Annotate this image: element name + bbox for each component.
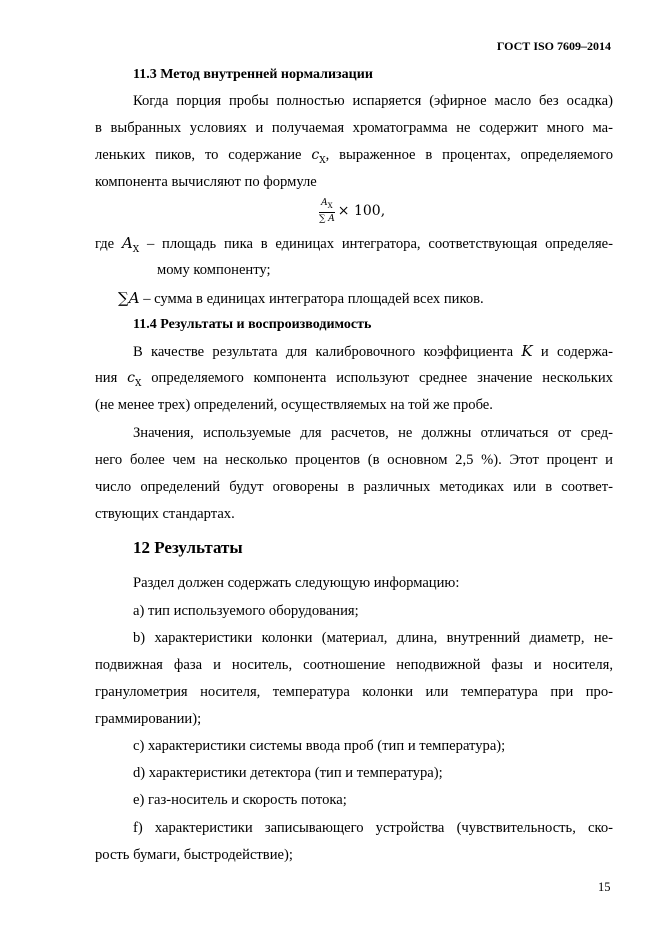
text-fragment: где	[95, 236, 115, 252]
paragraph-line: Раздел должен содержать следующую информацию:	[133, 575, 460, 591]
math-ax: $A_X$	[121, 234, 140, 255]
list-item-continuation: рость бумаги, быстродействие);	[95, 847, 293, 863]
text-fragment: ния	[95, 370, 118, 386]
math-cx	[311, 147, 326, 166]
list-item: b) характеристики колонки (материал, длина, внутренний диаметр, не-	[133, 630, 613, 646]
math-symbol: c	[311, 147, 320, 163]
paragraph-line: число определений будут оговорены в различных методиках или в соответ-	[95, 479, 613, 495]
definition-line: мому компоненту;	[157, 262, 271, 278]
list-item: c) характеристики системы ввода проб (тип и температура);	[133, 738, 506, 754]
paragraph-line: ствующих стандартах.	[95, 506, 235, 522]
definition-line	[118, 285, 484, 313]
text-fragment: – площадь пика в единицах интегратора, соответствующая определяе-	[139, 236, 613, 252]
formula	[319, 198, 385, 225]
formula-denominator: ∑ A	[319, 213, 335, 224]
formula-fraction	[319, 198, 335, 225]
text-fragment: и содержа-	[540, 344, 613, 360]
text-fragment: леньких пиков, то содержание	[95, 147, 302, 163]
page-number: 15	[598, 880, 611, 894]
paragraph-line: в выбранных условиях и получаемая хроматограмма не содержит много ма-	[95, 120, 613, 136]
section-12-title: 12 Результаты	[133, 538, 243, 557]
paragraph-line: (не менее трех) определений, осуществляемых на той же пробе.	[95, 397, 493, 413]
text-fragment: В качестве результата для калибровочного коэффициента	[133, 344, 514, 360]
paragraph-line: компонента вычисляют по формуле	[95, 174, 317, 190]
formula-numerator: $A_X$	[319, 198, 334, 213]
text-fragment: – сумма в единицах интегратора площадей всех пиков.	[139, 291, 484, 307]
list-item-continuation: гранулометрия носителя, температура колонки или температура при про-	[95, 684, 613, 700]
paragraph-line: Когда порция пробы полностью испаряется (эфирное масло без осадка)	[133, 93, 613, 109]
math-subscript: X	[319, 155, 326, 166]
list-item-continuation: граммировании);	[95, 711, 202, 727]
section-11-4-title: 11.4 Результаты и воспроизводимость	[133, 317, 372, 332]
list-item: e) газ-носитель и скорость потока;	[133, 792, 347, 808]
list-item: a) тип используемого оборудования;	[133, 603, 359, 619]
paragraph-line: него более чем на несколько процентов (в основном 2,5 %). Этот процент и	[95, 452, 613, 468]
text-fragment: определяемого компонента используют среднее значение нескольких	[151, 370, 613, 386]
math-sum-a: ∑A	[118, 289, 140, 307]
list-item: d) характеристики детектора (тип и температура);	[133, 765, 443, 781]
document-header: ГОСТ ISO 7609–2014	[496, 39, 611, 53]
math-k: K	[521, 342, 533, 360]
list-item: f) характеристики записывающего устройства (чувствительность, ско-	[133, 820, 613, 836]
section-11-3-title: 11.3 Метод внутренней нормализации	[133, 67, 373, 82]
formula-tail: × 100,	[337, 203, 386, 220]
paragraph-line: Значения, используемые для расчетов, не должны отличаться от сред-	[133, 425, 613, 441]
list-item-continuation: подвижная фаза и носитель, соотношение неподвижной фазы и носителя,	[95, 657, 613, 673]
paragraph-line	[133, 338, 613, 366]
text-fragment: , выраженное в процентах, определяемого	[325, 147, 613, 163]
math-cx: $c_X$	[127, 370, 142, 389]
